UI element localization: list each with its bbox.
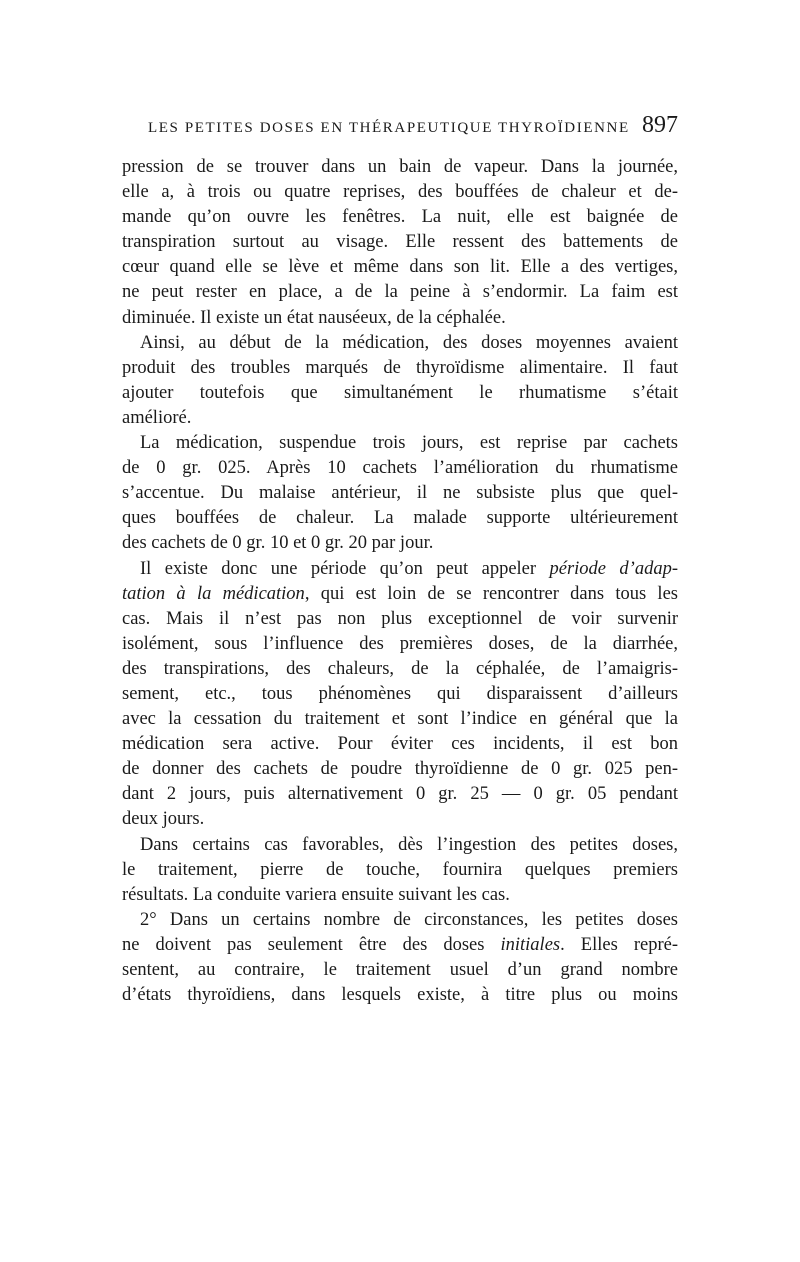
- text-line: [122, 456, 678, 481]
- text-line: [122, 657, 678, 682]
- text-span: ne doivent pas seulement être des doses: [122, 934, 501, 955]
- text-span: résultats. La conduite variera ensuite suivant les cas.: [122, 884, 510, 905]
- text-span: produit des troubles marqués de thyroïdisme alimentaire. Il faut: [122, 357, 678, 378]
- text-line: [122, 205, 678, 230]
- text-span: ques bouffées de chaleur. La malade supporte ultérieurement: [122, 508, 678, 529]
- text-span: 2° Dans un certains nombre de circonstances, les petites doses: [140, 909, 678, 930]
- text-span: Il existe donc une période qu’on peut appeler: [140, 558, 550, 579]
- text-line: [122, 506, 678, 531]
- text-span: ajouter toutefois que simultanément le rhumatisme s’était: [122, 382, 678, 403]
- text-span: deux jours.: [122, 809, 205, 830]
- text-span: Ainsi, au début de la médication, des doses moyennes avaient: [140, 332, 678, 353]
- text-span: s’accentue. Du malaise antérieur, il ne subsiste plus que quel-: [122, 483, 678, 504]
- text-span: diminuée. Il existe un état nauséeux, de la céphalée.: [122, 307, 506, 328]
- text-line: [122, 431, 678, 456]
- body-text: [122, 155, 678, 1008]
- running-head: [148, 110, 678, 140]
- text-span: de donner des cachets de poudre thyroïdienne de 0 gr. 025 pen-: [122, 759, 678, 780]
- text-span: , qui est loin de se rencontrer dans tous les: [304, 583, 678, 604]
- text-span: de 0 gr. 025. Après 10 cachets l’amélioration du rhumatisme: [122, 458, 678, 479]
- text-span: amélioré.: [122, 407, 192, 428]
- text-line: [122, 908, 678, 933]
- text-span: avec la cessation du traitement et sont l’indice en général que la: [122, 709, 678, 730]
- text-span: cas. Mais il n’est pas non plus exceptionnel de voir survenir: [122, 608, 678, 629]
- text-line: [122, 983, 678, 1008]
- italic-span: tation à la médication: [122, 583, 305, 604]
- page-number: 897: [642, 112, 678, 138]
- text-line: [122, 707, 678, 732]
- text-line: [122, 757, 678, 782]
- text-span: isolément, sous l’influence des premières doses, de la diarrhée,: [122, 633, 678, 654]
- text-span: La médication, suspendue trois jours, est reprise par cachets: [140, 433, 678, 454]
- text-line: [122, 356, 678, 381]
- text-line: [122, 632, 678, 657]
- text-span: des cachets de 0 gr. 10 et 0 gr. 20 par jour.: [122, 533, 434, 554]
- text-line: [122, 230, 678, 255]
- text-span: cœur quand elle se lève et même dans son lit. Elle a des vertiges,: [122, 257, 678, 278]
- text-line: [122, 557, 678, 582]
- text-line: [122, 255, 678, 280]
- text-span: des transpirations, des chaleurs, de la céphalée, de l’amaigris-: [122, 658, 678, 679]
- text-span: le traitement, pierre de touche, fournira quelques premiers: [122, 859, 678, 880]
- text-line: [122, 481, 678, 506]
- text-span: Dans certains cas favorables, dès l’ingestion des petites doses,: [140, 834, 678, 855]
- text-line: [122, 180, 678, 205]
- italic-span: initiales: [500, 934, 561, 955]
- text-line: [122, 682, 678, 707]
- text-line: [122, 833, 678, 858]
- text-span: dant 2 jours, puis alternativement 0 gr. 25 — 0 gr. 05 pendant: [122, 784, 678, 805]
- text-line: [122, 531, 678, 556]
- text-span: ne peut rester en place, a de la peine à s’endormir. La faim est: [122, 282, 678, 303]
- text-line: [122, 933, 678, 958]
- italic-span: période d’adap-: [549, 558, 678, 579]
- text-span: transpiration surtout au visage. Elle ressent des battements de: [122, 232, 678, 253]
- text-span: sement, etc., tous phénomènes qui disparaissent d’ailleurs: [122, 683, 678, 704]
- text-line: [122, 280, 678, 305]
- text-line: [122, 331, 678, 356]
- text-line: [122, 381, 678, 406]
- text-span: sentent, au contraire, le traitement usuel d’un grand nombre: [122, 960, 678, 980]
- text-span: médication sera active. Pour éviter ces incidents, il est bon: [122, 734, 678, 755]
- text-line: [122, 607, 678, 632]
- text-span: mande qu’on ouvre les fenêtres. La nuit, elle est baignée de: [122, 207, 678, 228]
- text-line: [122, 858, 678, 883]
- text-line: [122, 958, 678, 983]
- text-line: [122, 306, 678, 331]
- text-span: pression de se trouver dans un bain de vapeur. Dans la journée,: [122, 157, 678, 177]
- running-title: LES PETITES DOSES EN THÉRAPEUTIQUE THYROÏDIENNE: [148, 120, 630, 136]
- text-line: [122, 883, 678, 908]
- text-span: d’états thyroïdiens, dans lesquels existe, à titre plus ou moins: [122, 985, 678, 1006]
- text-line: [122, 782, 678, 807]
- text-span: elle a, à trois ou quatre reprises, des bouffées de chaleur et de-: [122, 182, 678, 203]
- text-line: [122, 406, 678, 431]
- text-line: [122, 807, 678, 832]
- text-line: [122, 582, 678, 607]
- text-line: [122, 155, 678, 180]
- text-line: [122, 732, 678, 757]
- text-span: . Elles repré-: [560, 934, 679, 955]
